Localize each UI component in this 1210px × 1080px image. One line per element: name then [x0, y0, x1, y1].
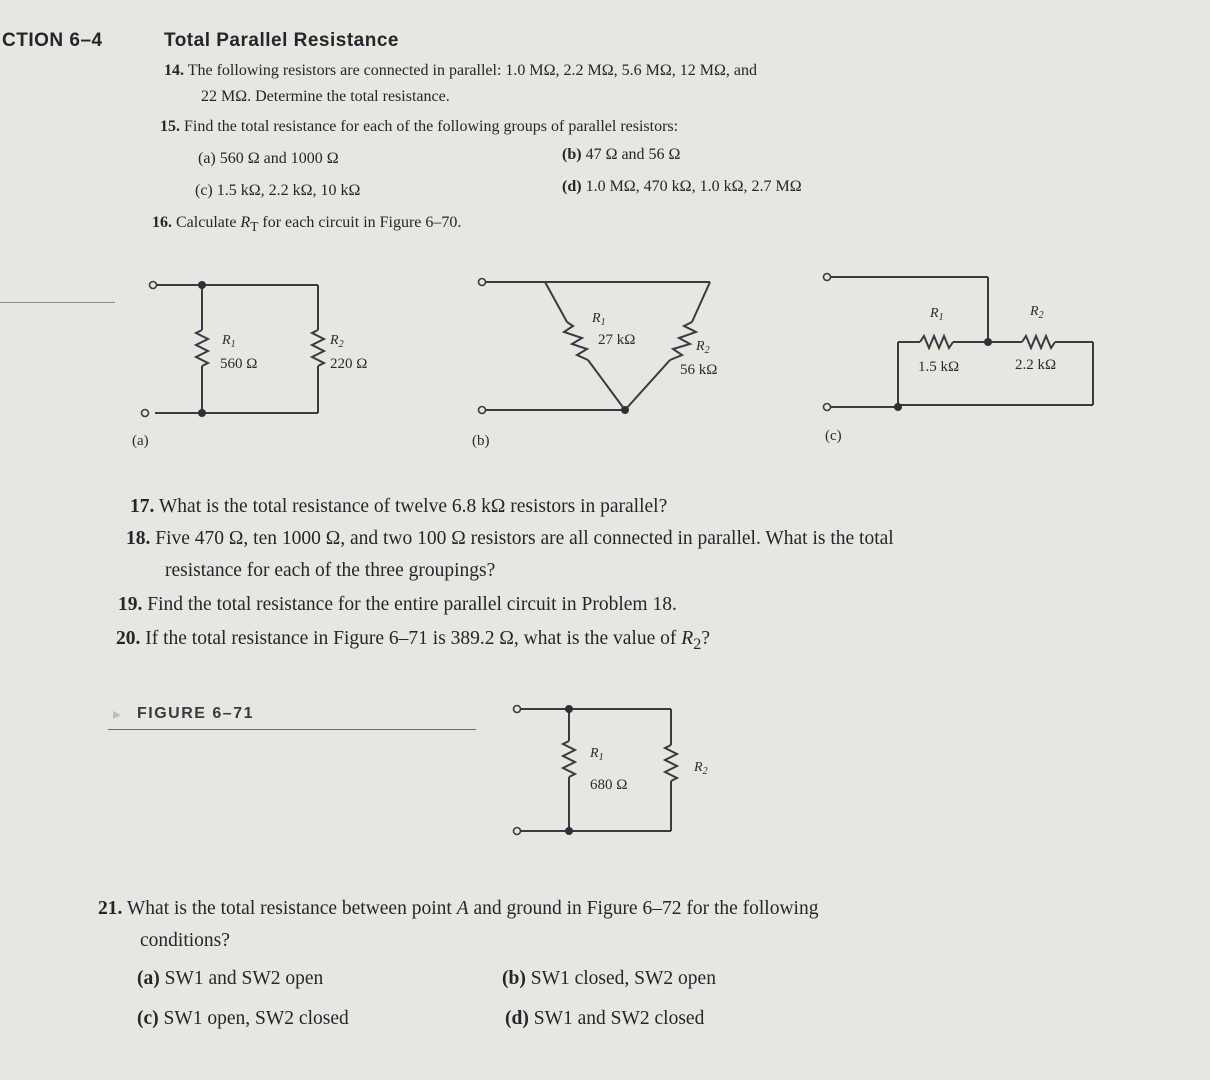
question-15-c: [195, 182, 360, 200]
question-text: What is the total resistance of twelve 6.8 kΩ resistors in parallel?: [158, 496, 668, 517]
r2-value: 56 kΩ: [680, 362, 718, 378]
question-text-pre: If the total resistance in Figure 6–71 is 389.2 Ω, what is the value of: [145, 628, 682, 649]
question-15-a: [198, 150, 339, 168]
r2-label: $R_2$: [696, 339, 710, 356]
question-text-post: for each circuit in Figure 6–70.: [258, 214, 462, 231]
option-tag: (a): [198, 150, 216, 167]
r1-label: $R_1$: [590, 746, 604, 763]
question-21-line2: conditions?: [140, 930, 230, 951]
question-16: [152, 214, 461, 235]
figure-tag: (c): [825, 428, 842, 444]
r2-value: 2.2 kΩ: [1015, 357, 1057, 373]
option-text: 1.0 MΩ, 470 kΩ, 1.0 kΩ, 2.7 MΩ: [585, 178, 802, 195]
question-18-line2: resistance for each of the three groupings?: [165, 560, 496, 581]
section-title: Total Parallel Resistance: [164, 30, 399, 51]
figure-6-71: [500, 695, 740, 845]
question-number: 21.: [98, 898, 123, 919]
question-text: The following resistors are connected in parallel: 1.0 MΩ, 2.2 MΩ, 5.6 MΩ, 12 MΩ, and: [187, 62, 757, 79]
question-text: Find the total resistance for the entire parallel circuit in Problem 18.: [147, 594, 677, 615]
margin-rule: [0, 302, 115, 303]
r2-label: $R_2$: [330, 333, 344, 350]
section-label: CTION 6–4: [2, 30, 103, 51]
option-text: SW1 closed, SW2 open: [530, 968, 716, 989]
option-text: SW1 open, SW2 closed: [163, 1008, 349, 1029]
question-number: 18.: [126, 528, 151, 549]
option-text: SW1 and SW2 closed: [533, 1008, 705, 1029]
question-14-line2: 22 MΩ. Determine the total resistance.: [201, 88, 450, 105]
r1-value: 560 Ω: [220, 356, 258, 372]
r2-label: $R_2$: [1030, 304, 1044, 321]
question-17: [130, 496, 667, 518]
rt-subscript: T: [250, 219, 259, 235]
question-number: 20.: [116, 628, 141, 649]
question-15-d: [562, 178, 802, 196]
question-14: [164, 62, 757, 80]
figure-tag: (a): [132, 433, 149, 449]
question-number: 14.: [164, 62, 184, 79]
r1-value: 680 Ω: [590, 777, 628, 793]
question-18: [126, 528, 894, 550]
point-symbol: A: [456, 898, 469, 919]
question-text: Find the total resistance for each of the following groups of parallel resistors:: [184, 118, 679, 135]
question-15: [160, 118, 678, 136]
r1-label: $R_1$: [930, 306, 944, 323]
option-tag: (b): [502, 968, 526, 989]
r1-label: $R_1$: [222, 333, 236, 350]
question-15-b: [562, 146, 680, 164]
option-tag: (c): [195, 182, 213, 199]
figure-6-70-b: [460, 270, 750, 455]
question-21-c: [137, 1008, 349, 1030]
question-21-a: [137, 968, 323, 990]
option-text: 560 Ω and 1000 Ω: [219, 150, 339, 167]
r1-value: 27 kΩ: [598, 332, 636, 348]
option-tag: (b): [562, 146, 582, 163]
option-tag: (d): [505, 1008, 529, 1029]
question-text-post: and ground in Figure 6–72 for the following: [468, 898, 819, 919]
question-21-b: [502, 968, 716, 990]
option-tag: (a): [137, 968, 160, 989]
option-tag: (d): [562, 178, 582, 195]
r2-label: $R_2$: [694, 760, 708, 777]
question-text: Five 470 Ω, ten 1000 Ω, and two 100 Ω resistors are all connected in parallel. What is the total: [155, 528, 894, 549]
option-text: 47 Ω and 56 Ω: [585, 146, 681, 163]
question-number: 19.: [118, 594, 143, 615]
question-20: [116, 628, 710, 654]
rt-symbol: R: [240, 214, 251, 231]
r1-label: $R_1$: [592, 311, 606, 328]
figure-6-70-c: [810, 265, 1110, 455]
option-text: SW1 and SW2 open: [164, 968, 324, 989]
question-number: 15.: [160, 118, 180, 135]
r-symbol: R: [681, 628, 694, 649]
r1-value: 1.5 kΩ: [918, 359, 960, 375]
question-text-post: ?: [701, 628, 710, 649]
figure-marker-icon: [113, 711, 121, 719]
question-number: 16.: [152, 214, 172, 231]
question-21: [98, 898, 818, 920]
question-19: [118, 594, 677, 616]
option-tag: (c): [137, 1008, 159, 1029]
figure-tag: (b): [472, 433, 490, 449]
question-21-d: [505, 1008, 704, 1030]
option-text: 1.5 kΩ, 2.2 kΩ, 10 kΩ: [216, 182, 361, 199]
question-number: 17.: [130, 496, 155, 517]
figure-6-71-label: FIGURE 6–71: [137, 705, 254, 722]
r2-value: 220 Ω: [330, 356, 368, 372]
r-subscript: 2: [693, 634, 702, 653]
question-text-pre: Calculate: [176, 214, 241, 231]
figure-label-rule: [108, 729, 476, 730]
figure-6-70-a: [120, 270, 420, 455]
question-text-pre: What is the total resistance between point: [126, 898, 457, 919]
